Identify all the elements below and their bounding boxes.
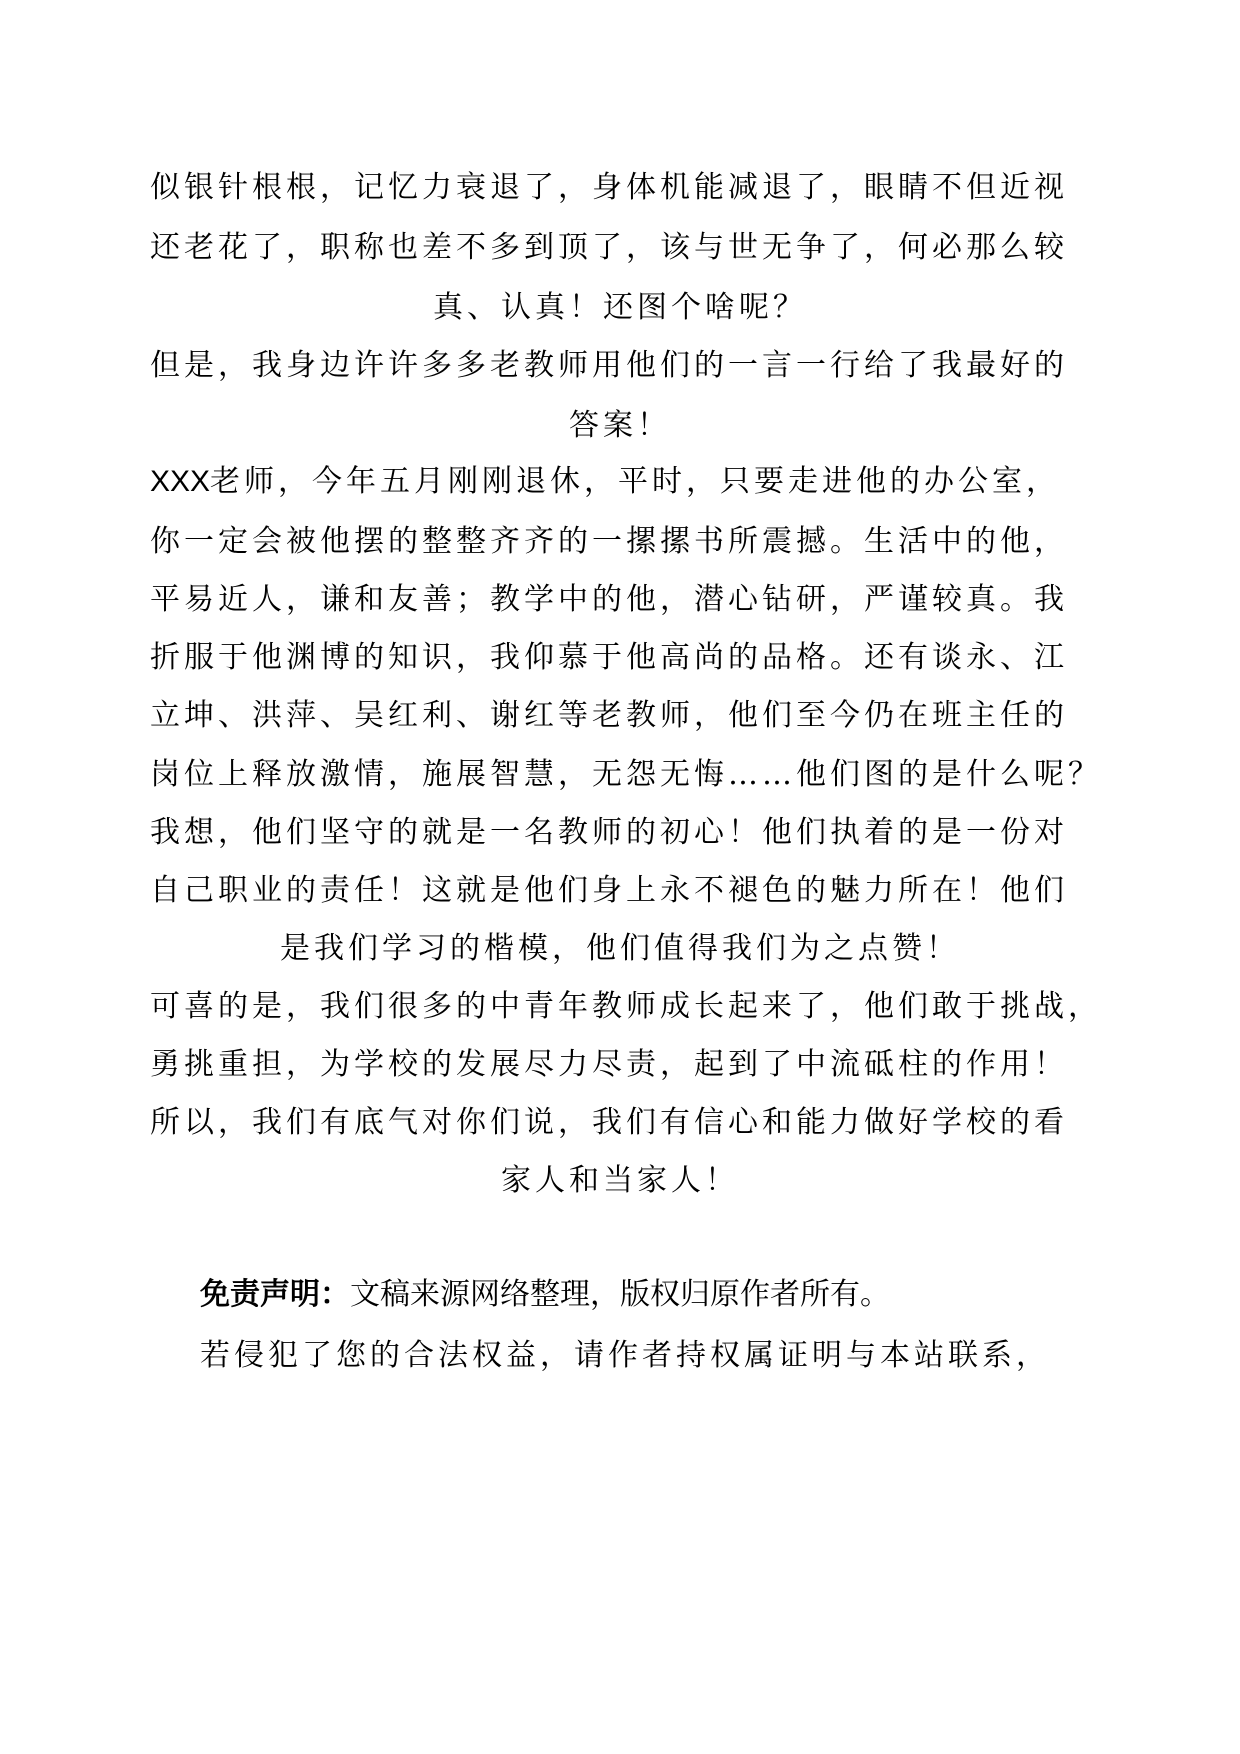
- disclaimer-line-2: 若侵犯了您的合法权益，请作者持权属证明与本站联系，: [200, 1338, 1050, 1373]
- teacher-name-placeholder: XXX: [150, 465, 211, 498]
- paragraph-3-line-5: 立坤、洪萍、吴红利、谢红等老教师，他们至今仍在班主任的: [150, 698, 1068, 733]
- paragraph-4-line-1: 可喜的是，我们很多的中青年教师成长起来了，他们敢于挑战，: [150, 989, 1102, 1024]
- paragraph-4-line-2: 勇挑重担，为学校的发展尽力尽责，起到了中流砥柱的作用！: [150, 1047, 1068, 1082]
- paragraph-1-line-2: 还老花了，职称也差不多到顶了，该与世无争了，何必那么较: [150, 230, 1068, 265]
- paragraph-5-line-1: 所以，我们有底气对你们说，我们有信心和能力做好学校的看: [150, 1105, 1068, 1140]
- paragraph-2-line-1: 但是，我身边许许多多老教师用他们的一言一行给了我最好的: [150, 348, 1068, 383]
- paragraph-1-line-1: 似银针根根，记忆力衰退了，身体机能减退了，眼睛不但近视: [150, 170, 1068, 205]
- paragraph-3-line-2: 你一定会被他摆的整整齐齐的一摞摞书所震撼。生活中的他，: [150, 524, 1068, 559]
- paragraph-3-line-6: 岗位上释放激情，施展智慧，无怨无悔……他们图的是什么呢？: [150, 757, 1102, 792]
- paragraph-1-line-3: 真、认真！还图个啥呢？: [433, 290, 807, 325]
- paragraph-3-line-1: [150, 462, 1090, 502]
- paragraph-3-line-7: 我想，他们坚守的就是一名教师的初心！他们执着的是一份对: [150, 815, 1068, 850]
- disclaimer-label: 免责声明：: [200, 1277, 350, 1312]
- paragraph-3-line-4: 折服于他渊博的知识，我仰慕于他高尚的品格。还有谈永、江: [150, 640, 1068, 675]
- disclaimer-text-1: 文稿来源网络整理，版权归原作者所有。: [350, 1277, 890, 1312]
- disclaimer-line-1: [200, 1275, 1100, 1315]
- paragraph-3-line-8: 自己职业的责任！这就是他们身上永不褪色的魅力所在！他们: [150, 873, 1068, 908]
- paragraph-5-line-2: 家人和当家人！: [501, 1163, 739, 1198]
- paragraph-3-line-3: 平易近人，谦和友善；教学中的他，潜心钻研，严谨较真。我: [150, 582, 1068, 617]
- paragraph-2-line-2: 答案！: [569, 408, 671, 443]
- paragraph-3-line-9: 是我们学习的楷模，他们值得我们为之点赞！: [280, 931, 960, 966]
- paragraph-3-line-1-text: 老师，今年五月刚刚退休，平时，只要走进他的办公室，: [210, 464, 1061, 499]
